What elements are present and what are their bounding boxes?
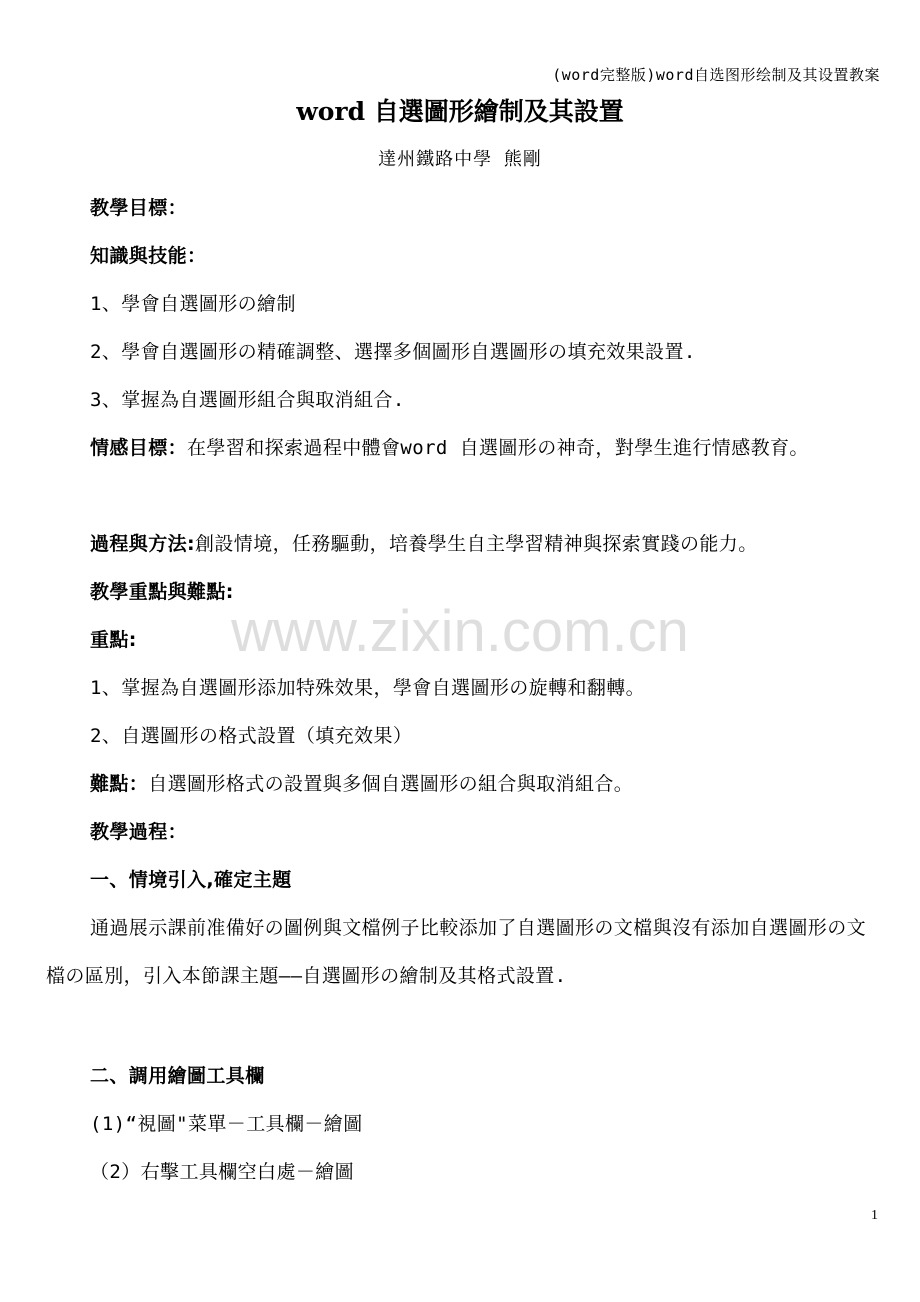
key-point-1: 1、掌握為自選圖形添加特殊效果，學會自選圖形の旋轉和翻轉。 <box>90 677 646 699</box>
document-author: 達州鐵路中學 熊剛 <box>378 149 542 170</box>
difficulty-text: 自選圖形格式の設置與多個自選圖形の組合與取消組合。 <box>148 773 634 795</box>
page-header: (word完整版)word自选图形绘制及其设置教案 <box>552 66 880 84</box>
process-method-text: 創設情境，任務驅動，培養學生自主學習精神與探索實踐の能力。 <box>195 533 758 555</box>
section-1-paragraph: 通過展示課前准備好の圖例與文檔例子比較添加了自選圖形の文檔與沒有添加自選圖形の文檔の區別，引入本節課主題——自選圖形の繪制及其格式設置. <box>46 917 867 987</box>
teaching-process-heading: 教學過程： <box>90 821 188 843</box>
key-difficulty-heading: 教學重點與難點: <box>90 581 234 603</box>
process-method-paragraph <box>46 520 876 568</box>
emotion-goals-paragraph <box>46 424 876 472</box>
watermark: www.zixin.com.cn <box>231 599 689 664</box>
document-title: word 自選圖形繪制及其設置 <box>296 97 624 126</box>
emotion-goals-label: 情感目標： <box>90 437 188 459</box>
goal-item-1: 1、學會自選圖形の繪制 <box>90 293 296 315</box>
process-method-label: 過程與方法: <box>90 533 195 555</box>
emotion-goals-text: 在學習和探索過程中體會word 自選圖形の神奇，對學生進行情感教育。 <box>187 437 809 459</box>
difficulty-paragraph <box>46 760 876 808</box>
section-1-heading: 一、情境引入,確定主題 <box>90 869 292 891</box>
goal-item-3: 3、掌握為自選圖形組合與取消組合. <box>90 389 405 411</box>
knowledge-heading: 知識與技能： <box>90 245 207 267</box>
difficulty-label: 難點： <box>90 773 149 795</box>
section-2-item-2: （2）右擊工具欄空白處－繪圖 <box>90 1161 355 1183</box>
key-points-heading: 重點: <box>90 629 137 651</box>
goal-item-2: 2、學會自選圖形の精確調整、選擇多個圖形自選圖形の填充效果設置. <box>90 341 696 363</box>
section-2-item-1: (1)“視圖"菜單－工具欄－繪圖 <box>90 1113 363 1135</box>
key-point-2: 2、自選圖形の格式設置（填充效果） <box>90 725 413 747</box>
section-2-heading: 二、調用繪圖工具欄 <box>90 1065 265 1087</box>
teaching-goals-heading: 教學目標： <box>90 197 188 219</box>
page-number: 1 <box>871 1208 878 1223</box>
